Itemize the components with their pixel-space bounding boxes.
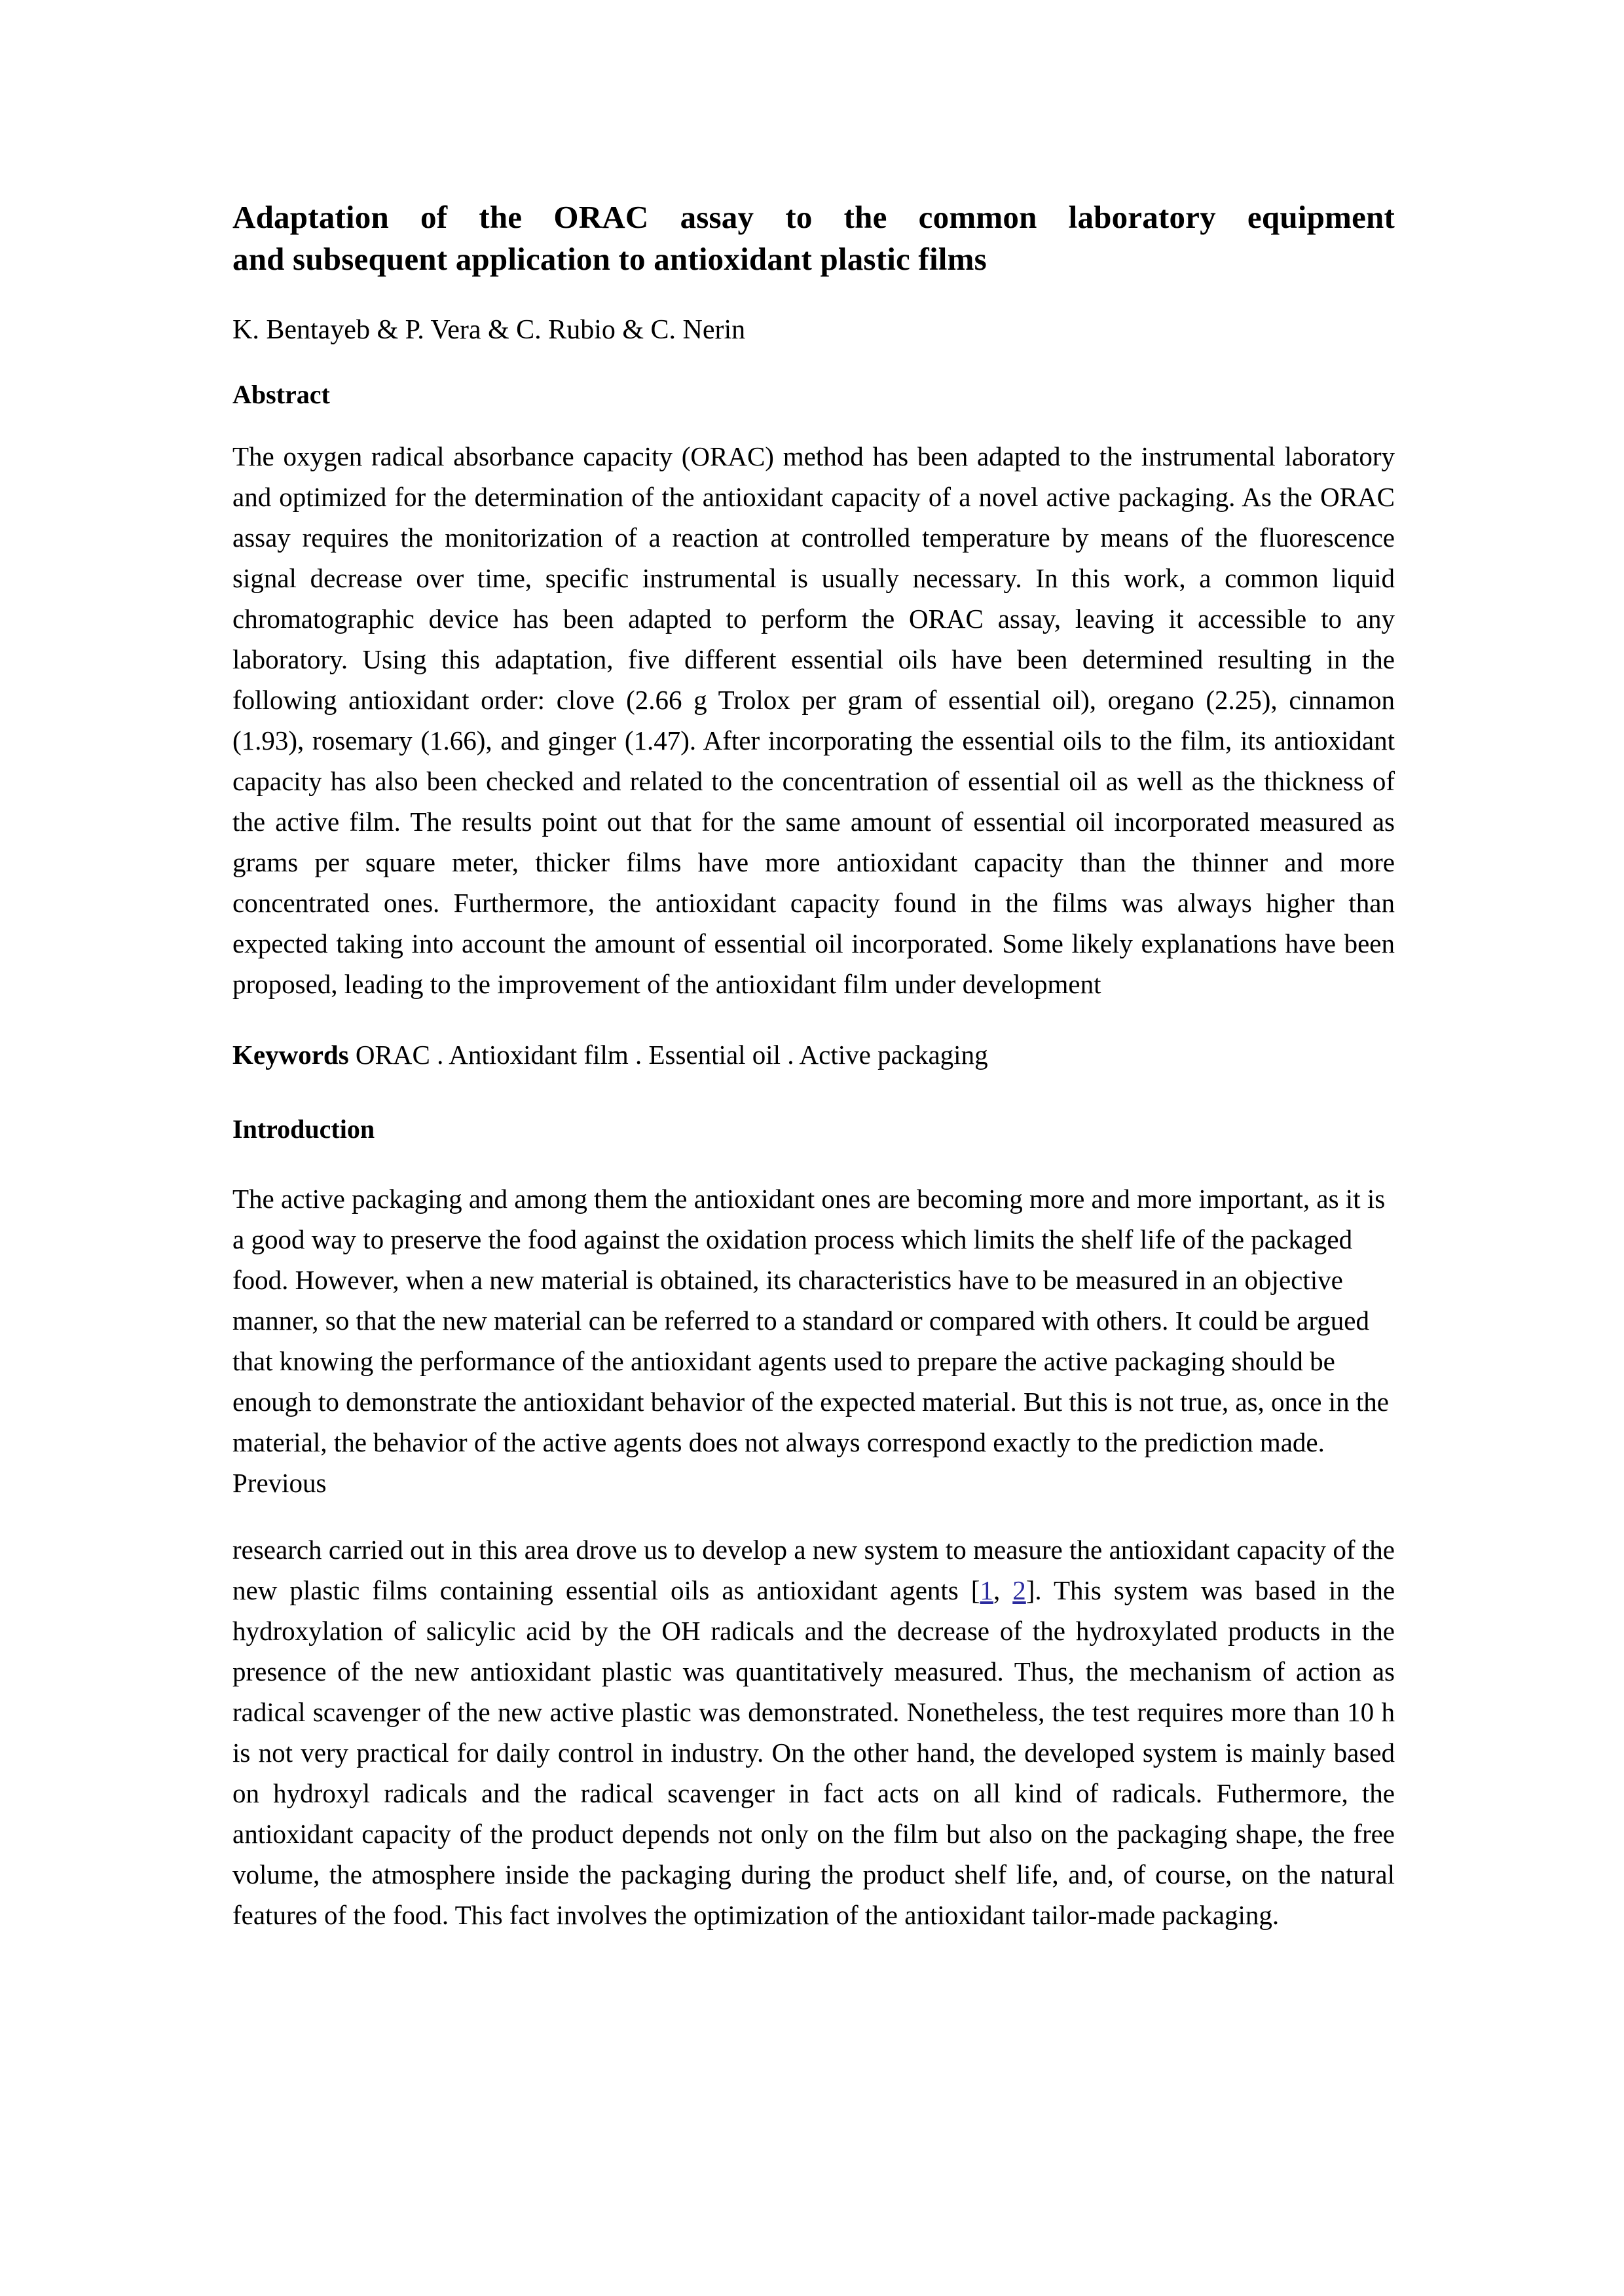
introduction-paragraph-1: The active packaging and among them the antioxidant ones are becoming more and more important, as it is a good way to preserve the food against the oxidation process which limits the shelf life of the packaged food. However, when a new material is obtained, its characteristics have to be measured in an objective manner, so that the new material can be referred to a standard or compared with others. It could be argued that knowing the performance of the antioxidant agents used to prepare the active packaging should be enough to demonstrate the antioxidant behavior of the expected material. But this is not true, as, once in the material, the behavior of the active agents does not always correspond exactly to the prediction made. Previous [232,1184,1389,1498]
citation-link-1[interactable]: 1 [980,1575,993,1605]
page-title [232,196,1395,280]
introduction-paragraph-2 [232,1529,1395,1935]
intro-text-after-citation: ]. This system was based in the hydroxylation of salicylic acid by the OH radicals and the decrease of the hydroxylated products in the presence of the new antioxidant plastic was quantitatively measured. Thus, the mechanism of action as radical scavenger of the new active plastic was demonstrated. Nonetheless, the test requires more than 10 h is not very practical for daily control in industry. On the other hand, the developed system is mainly based on hydroxyl radicals and the radical scavenger in fact acts on all kind of radicals. Futhermore, the antioxidant capacity of the product depends not only on the film but also on the packaging shape, the free volume, the atmosphere inside the packaging during the product shelf life, and, of course, on the natural features of the food. This fact involves the optimization of the antioxidant tailor-made packaging. [232,1575,1395,1930]
introduction-heading: Introduction [232,1114,375,1144]
page-content-column [232,196,1395,1935]
keywords-label: Keywords [232,1040,349,1070]
title-line-2: and subsequent application to antioxidant plastic films [232,241,987,277]
citation-link-2[interactable]: 2 [1012,1575,1026,1605]
citation-separator: , [993,1575,1013,1605]
abstract-paragraph: The oxygen radical absorbance capacity (ORAC) method has been adapted to the instrumental laboratory and optimized for the determination of the antioxidant capacity of a novel active packaging. As the ORAC assay requires the monitorization of a reaction at controlled temperature by means of the fluorescence signal decrease over time, specific instrumental is usually necessary. In this work, a common liquid chromatographic device has been adapted to perform the ORAC assay, leaving it accessible to any laboratory. Using this adaptation, five different essential oils have been determined resulting in the following antioxidant order: clove (2.66 g Trolox per gram of essential oil), oregano (2.25), cinnamon (1.93), rosemary (1.66), and ginger (1.47). After incorporating the essential oils to the film, its antioxidant capacity has also been checked and related to the concentration of essential oil as well as the thickness of the active film. The results point out that for the same amount of essential oil incorporated measured as grams per square meter, thicker films have more antioxidant capacity than the thinner and more concentrated ones. Furthermore, the antioxidant capacity found in the films was always higher than expected taking into account the amount of essential oil incorporated. Some likely explanations have been proposed, leading to the improvement of the antioxidant film under development [232,441,1395,999]
title-line-1: Adaptation of the ORAC assay to the common laboratory equipment [232,199,1395,235]
keywords-spacer [349,1040,356,1070]
abstract-heading: Abstract [232,380,330,409]
keywords-line [232,1034,1395,1075]
author-list: K. Bentayeb & P. Vera & C. Rubio & C. Nerin [232,315,746,345]
keywords-values: ORAC . Antioxidant film . Essential oil . Active packaging [355,1040,988,1070]
intro-text-before-citation: research carried out in this area drove us to develop a new system to measure the antioxidant capacity of the new plastic films containing essential oils as antioxidant agents [ [232,1535,1395,1605]
